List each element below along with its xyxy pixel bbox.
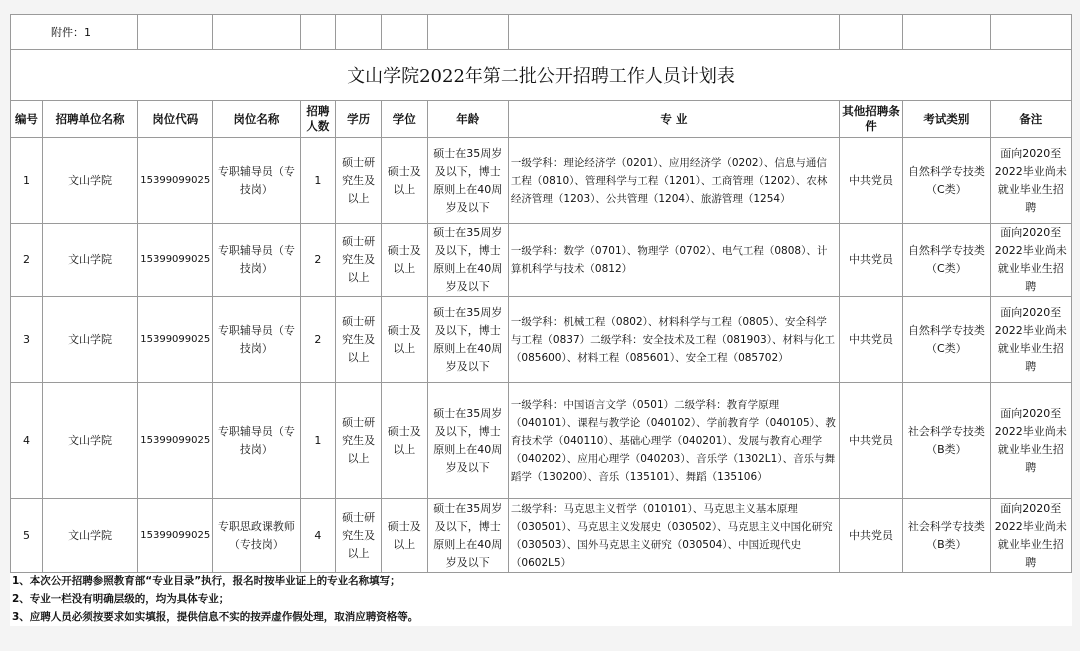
cell-degree: 硕士及以上 bbox=[381, 383, 427, 499]
cell-exam: 社会科学专技类（B类） bbox=[903, 499, 990, 573]
cell-other: 中共党员 bbox=[839, 224, 902, 297]
cell-degree: 硕士及以上 bbox=[381, 499, 427, 573]
cell-degree: 硕士及以上 bbox=[381, 297, 427, 383]
table-row bbox=[11, 138, 1072, 224]
cell-exam: 自然科学专技类（C类） bbox=[903, 138, 990, 224]
col-header-other: 其他招聘条件 bbox=[839, 101, 902, 138]
cell-no: 2 bbox=[11, 224, 43, 297]
cell-unit: 文山学院 bbox=[42, 224, 137, 297]
cell-no: 1 bbox=[11, 138, 43, 224]
cell-other: 中共党员 bbox=[839, 138, 902, 224]
cell-other: 中共党员 bbox=[839, 499, 902, 573]
attachment-label: 附件：1 bbox=[11, 15, 138, 50]
cell-exam: 社会科学专技类（B类） bbox=[903, 383, 990, 499]
cell-age: 硕士在35周岁及以下，博士原则上在40周岁及以下 bbox=[427, 499, 508, 573]
cell-code: 15399099025 bbox=[138, 297, 213, 383]
cell-education: 硕士研究生及以上 bbox=[336, 383, 382, 499]
cell-age: 硕士在35周岁及以下，博士原则上在40周岁及以下 bbox=[427, 297, 508, 383]
footnote-1: 1、本次公开招聘参照教育部“专业目录”执行，报名时按毕业证上的专业名称填写； bbox=[12, 575, 401, 587]
cell-count: 2 bbox=[300, 224, 336, 297]
table-row bbox=[11, 297, 1072, 383]
cell-count: 1 bbox=[300, 383, 336, 499]
cell-position: 专职辅导员（专技岗） bbox=[213, 297, 300, 383]
cell-count: 1 bbox=[300, 138, 336, 224]
cell-unit: 文山学院 bbox=[42, 297, 137, 383]
cell-other: 中共党员 bbox=[839, 297, 902, 383]
cell-position: 专职辅导员（专技岗） bbox=[213, 224, 300, 297]
cell-unit: 文山学院 bbox=[42, 499, 137, 573]
cell-education: 硕士研究生及以上 bbox=[336, 297, 382, 383]
col-header-major: 专 业 bbox=[508, 101, 839, 138]
cell-exam: 自然科学专技类（C类） bbox=[903, 297, 990, 383]
cell-code: 15399099025 bbox=[138, 499, 213, 573]
cell-count: 4 bbox=[300, 499, 336, 573]
cell-age: 硕士在35周岁及以下，博士原则上在40周岁及以下 bbox=[427, 224, 508, 297]
cell-position: 专职思政课教师（专技岗） bbox=[213, 499, 300, 573]
cell-position: 专职辅导员（专技岗） bbox=[213, 383, 300, 499]
table-row bbox=[11, 383, 1072, 499]
cell-major: 一级学科：中国语言文学（0501）二级学科：教育学原理（040101）、课程与教学论（040102）、学前教育学（040105）、教育技术学（040110）、基础心理学（040201）、发展与教育心理学（040202）、应用心理学（040203）、音乐学（1302L1）、音乐与舞蹈学（130200）、音乐（135101）、舞蹈（135106） bbox=[508, 383, 839, 499]
cell-code: 15399099025 bbox=[138, 383, 213, 499]
footnote-2: 2、专业一栏没有明确层级的，均为具体专业； bbox=[12, 593, 230, 605]
col-header-age: 年龄 bbox=[427, 101, 508, 138]
title-row bbox=[11, 50, 1072, 101]
col-header-exam: 考试类别 bbox=[903, 101, 990, 138]
cell-no: 4 bbox=[11, 383, 43, 499]
cell-major: 二级学科：马克思主义哲学（010101）、马克思主义基本原理（030501）、马克思主义发展史（030502）、马克思主义中国化研究（030503）、国外马克思主义研究（030504）、中国近现代史（0602L5） bbox=[508, 499, 839, 573]
cell-position: 专职辅导员（专技岗） bbox=[213, 138, 300, 224]
cell-age: 硕士在35周岁及以下，博士原则上在40周岁及以下 bbox=[427, 383, 508, 499]
cell-count: 2 bbox=[300, 297, 336, 383]
col-header-code: 岗位代码 bbox=[138, 101, 213, 138]
table-row bbox=[11, 499, 1072, 573]
cell-note: 面向2020至2022毕业尚未就业毕业生招聘 bbox=[990, 224, 1072, 297]
cell-major: 一级学科：数学（0701）、物理学（0702）、电气工程（0808）、计算机科学与技术（0812） bbox=[508, 224, 839, 297]
cell-code: 15399099025 bbox=[138, 138, 213, 224]
page-title: 文山学院2022年第二批公开招聘工作人员计划表 bbox=[11, 50, 1072, 101]
cell-education: 硕士研究生及以上 bbox=[336, 499, 382, 573]
col-header-count: 招聘人数 bbox=[300, 101, 336, 138]
col-header-no: 编号 bbox=[11, 101, 43, 138]
recruitment-sheet bbox=[10, 14, 1072, 626]
cell-note: 面向2020至2022毕业尚未就业毕业生招聘 bbox=[990, 297, 1072, 383]
cell-code: 15399099025 bbox=[138, 224, 213, 297]
attachment-row bbox=[11, 15, 1072, 50]
header-row bbox=[11, 101, 1072, 138]
cell-education: 硕士研究生及以上 bbox=[336, 138, 382, 224]
cell-degree: 硕士及以上 bbox=[381, 224, 427, 297]
cell-education: 硕士研究生及以上 bbox=[336, 224, 382, 297]
cell-note: 面向2020至2022毕业尚未就业毕业生招聘 bbox=[990, 383, 1072, 499]
footnote-3: 3、应聘人员必须按要求如实填报，提供信息不实的按弄虚作假处理，取消应聘资格等。 bbox=[12, 611, 419, 623]
col-header-note: 备注 bbox=[990, 101, 1072, 138]
col-header-degree: 学位 bbox=[381, 101, 427, 138]
col-header-unit: 招聘单位名称 bbox=[42, 101, 137, 138]
cell-note: 面向2020至2022毕业尚未就业毕业生招聘 bbox=[990, 138, 1072, 224]
cell-no: 3 bbox=[11, 297, 43, 383]
cell-degree: 硕士及以上 bbox=[381, 138, 427, 224]
cell-note: 面向2020至2022毕业尚未就业毕业生招聘 bbox=[990, 499, 1072, 573]
cell-no: 5 bbox=[11, 499, 43, 573]
cell-exam: 自然科学专技类（C类） bbox=[903, 224, 990, 297]
cell-major: 一级学科：机械工程（0802）、材料科学与工程（0805）、安全科学与工程（0837）二级学科：安全技术及工程（081903）、材料与化工（085600）、材料工程（085601）、安全工程（085702） bbox=[508, 297, 839, 383]
table-row bbox=[11, 224, 1072, 297]
col-header-position: 岗位名称 bbox=[213, 101, 300, 138]
cell-age: 硕士在35周岁及以下，博士原则上在40周岁及以下 bbox=[427, 138, 508, 224]
cell-unit: 文山学院 bbox=[42, 383, 137, 499]
cell-major: 一级学科：理论经济学（0201）、应用经济学（0202）、信息与通信工程（0810）、管理科学与工程（1201）、工商管理（1202）、农林经济管理（1203）、公共管理（1204）、旅游管理（1254） bbox=[508, 138, 839, 224]
cell-unit: 文山学院 bbox=[42, 138, 137, 224]
footnotes bbox=[10, 572, 1074, 626]
cell-other: 中共党员 bbox=[839, 383, 902, 499]
col-header-education: 学历 bbox=[336, 101, 382, 138]
recruitment-table bbox=[10, 14, 1072, 573]
